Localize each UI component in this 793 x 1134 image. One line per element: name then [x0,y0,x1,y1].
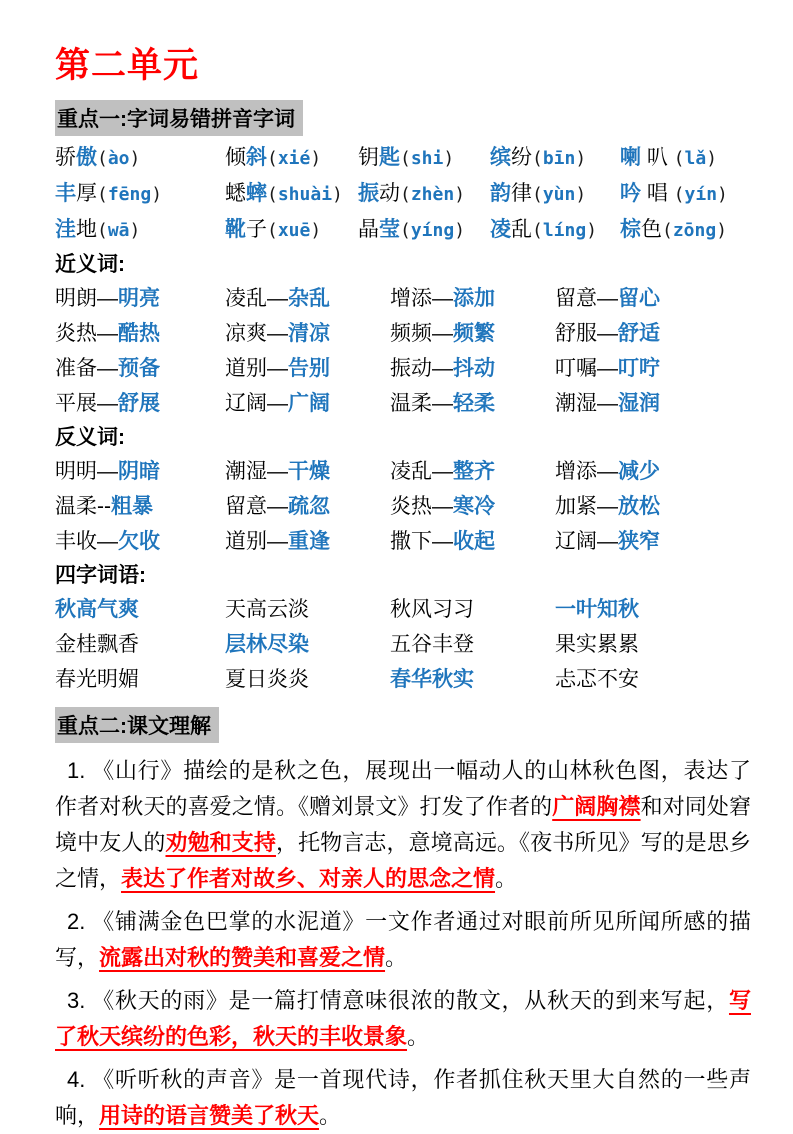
hanzi-char: 蟋 [225,182,246,205]
pinyin-text: lǎ [684,148,707,169]
word-pair [225,316,390,351]
pair-left: 凉爽 [225,322,267,345]
hanzi-char: 钥 [358,146,379,169]
paragraph-text: 。 [495,866,518,891]
pair-dash: — [267,495,288,518]
pair-right: 收起 [453,530,495,553]
pair-right: 预备 [118,357,160,380]
pair-dash: — [597,495,618,518]
pair-right: 添加 [453,287,495,310]
hanzi-char: 唱 [641,182,674,205]
pair-dash: — [432,322,453,345]
pair-right: 舒适 [618,322,660,345]
pair-dash: — [432,357,453,380]
pair-dash: — [267,460,288,483]
hanzi-char: 靴 [225,218,246,241]
pinyin-text: yíng [410,220,455,241]
comprehension-paragraphs [55,753,751,1134]
hanzi-char: ) [454,184,466,205]
pair-right: 疏忽 [288,495,330,518]
pinyin-text: yùn [542,184,576,205]
pair-left: 道别 [225,357,267,380]
pinyin-text: yín [684,184,718,205]
idiom: 秋风习习 [390,598,474,621]
pair-left: 炎热 [55,322,97,345]
hanzi-char: 吟 [620,182,641,205]
pair-right: 广阔 [288,392,330,415]
vocab-word [358,140,490,176]
highlighted-text: 劝勉和支持 [165,830,276,855]
pair-right: 叮咛 [618,357,660,380]
paragraph-text: 。 [385,945,408,970]
hanzi-char: ( [97,184,108,205]
hanzi-char: 莹 [379,218,400,241]
word-pair [225,489,390,524]
pair-right: 轻柔 [453,392,495,415]
highlighted-text: 广阔胸襟 [552,794,641,819]
hanzi-char: 晶 [358,218,379,241]
pair-dash: — [432,392,453,415]
hanzi-char: ) [332,184,343,205]
pair-right: 狭窄 [618,530,660,553]
pair-left: 增添 [390,287,432,310]
pair-dash: — [597,287,618,310]
idiom: 金桂飘香 [55,633,139,656]
pair-right: 寒冷 [453,495,495,518]
pair-right: 留心 [618,287,660,310]
pair-left: 道别 [225,530,267,553]
vocab-word [225,212,358,248]
pair-dash: — [267,322,288,345]
pair-right: 杂乱 [288,287,330,310]
pair-right: 放松 [618,495,660,518]
paragraph [55,983,751,1055]
pair-dash: — [97,287,118,310]
pinyin-text: bīn [542,148,576,169]
synonyms-row [55,281,751,316]
pinyin-text: ào [107,148,130,169]
word-pair [55,524,225,559]
pair-left: 频频 [390,322,432,345]
hanzi-char: ) [454,220,466,241]
highlighted-text: 用诗的语言赞美了秋天 [99,1103,320,1128]
vocab-word [358,212,490,248]
paragraph [55,904,751,976]
pair-right: 抖动 [453,357,495,380]
paragraph-text: 3. 《秋天的雨》是一篇打情意味很浓的散文，从秋天的到来写起， [67,988,729,1013]
idioms-row [55,627,751,662]
word-pair [55,316,225,351]
pinyin-vocab-table [55,140,751,248]
word-pair [390,524,555,559]
pair-dash: — [597,392,618,415]
idiom: 一叶知秋 [555,598,639,621]
section-header-comprehension: 重点二:课文理解 [55,707,219,743]
pinyin-text: fēng [107,184,152,205]
vocab-word [55,212,225,248]
pair-left: 丰收 [55,530,97,553]
pair-left: 准备 [55,357,97,380]
idiom: 夏日炎炎 [225,668,309,691]
word-pair [390,454,555,489]
page-title: 第二单元 [55,46,200,85]
hanzi-char: 倾 [225,146,246,169]
word-pair [55,454,225,489]
hanzi-char: 韵 [490,182,511,205]
synonyms-row [55,386,751,421]
pair-dash: — [97,530,118,553]
antonyms-label: 反义词: [55,426,125,449]
pair-dash: — [97,460,118,483]
vocab-word [490,140,620,176]
pair-left: 舒服 [555,322,597,345]
hanzi-char: 洼 [55,218,76,241]
idiom: 忐忑不安 [555,668,639,691]
pair-left: 温柔 [55,495,97,518]
pair-dash: — [432,495,453,518]
hanzi-char: 喇 [620,146,641,169]
pair-right: 减少 [618,460,660,483]
pair-right: 粗暴 [111,495,153,518]
idioms-table [55,592,751,697]
hanzi-char: ( [532,220,543,241]
hanzi-char: ( [97,220,108,241]
pair-dash: — [267,530,288,553]
word-pair [55,281,225,316]
hanzi-char: ( [532,184,543,205]
pair-dash: — [97,392,118,415]
paragraph [55,1062,751,1134]
pair-right: 整齐 [453,460,495,483]
word-pair [225,351,390,386]
word-pair [555,489,751,524]
idioms-row [55,592,751,627]
word-pair [225,281,390,316]
pair-dash: — [267,357,288,380]
pair-left: 振动 [390,357,432,380]
pair-right: 酷热 [118,322,160,345]
word-pair [55,351,225,386]
hanzi-char: ) [706,148,718,169]
paragraph-text: 2. 《铺满金色巴掌的水泥道》一文作者通过对眼前所见所闻所感的描写， [55,909,751,970]
antonyms-row [55,489,751,524]
pair-dash: — [432,287,453,310]
pair-right: 阴暗 [118,460,160,483]
antonyms-row [55,524,751,559]
idiom: 果实累累 [555,633,639,656]
pair-dash: — [267,287,288,310]
synonyms-table [55,281,751,421]
pair-left: 留意 [225,495,267,518]
hanzi-char: 色 [641,218,662,241]
hanzi-char: 叭 [641,146,674,169]
pair-left: 潮湿 [555,392,597,415]
pair-dash: — [597,322,618,345]
hanzi-char: ) [575,148,587,169]
hanzi-char: ) [310,220,322,241]
vocab-row [55,212,751,248]
hanzi-char: ) [575,184,587,205]
pair-right: 欠收 [118,530,160,553]
pair-dash: — [97,357,118,380]
paragraph-text: 4. 《听听秋的声音》是一首现代诗，作者抓住秋天里大自然的一些声响， [55,1067,751,1128]
vocab-word [490,176,620,212]
idioms-label: 四字词语: [55,564,146,587]
word-pair [390,351,555,386]
pair-left: 明明 [55,460,97,483]
hanzi-char: ) [586,220,598,241]
word-pair [555,316,751,351]
pair-left: 辽阔 [555,530,597,553]
pair-dash: — [597,530,618,553]
pair-left: 增添 [555,460,597,483]
pinyin-text: wā [107,220,130,241]
hanzi-char: ( [97,148,108,169]
hanzi-char: 傲 [76,146,97,169]
hanzi-char: 振 [358,182,379,205]
pair-dash: — [97,322,118,345]
pair-right: 告别 [288,357,330,380]
word-pair [55,386,225,421]
paragraph-text: 1. 《山行》描绘的是秋之色，展现出一幅动人的山林秋色图，表达了作者对秋天的喜爱之情。《赠刘景文》打发了作者的 [55,758,751,819]
pair-left: 潮湿 [225,460,267,483]
word-pair [555,351,751,386]
word-pair [555,386,751,421]
hanzi-char: ( [673,148,685,169]
pinyin-text: xié [277,148,311,169]
hanzi-char: ( [532,148,543,169]
paragraph-text: 。 [319,1103,342,1128]
pair-dash: — [432,460,453,483]
pair-left: 明朗 [55,287,97,310]
hanzi-char: 丰 [55,182,76,205]
antonyms-table [55,454,751,559]
hanzi-char: ( [267,148,278,169]
idiom: 春光明媚 [55,668,139,691]
pair-right: 重逢 [288,530,330,553]
pair-right: 明亮 [118,287,160,310]
word-pair [555,454,751,489]
pair-left: 叮嘱 [555,357,597,380]
hanzi-char: ( [400,148,411,169]
pair-dash: — [267,392,288,415]
pair-left: 平展 [55,392,97,415]
pair-dash: — [597,460,618,483]
antonyms-row [55,454,751,489]
hanzi-char: 缤 [490,146,511,169]
pair-left: 撒下 [390,530,432,553]
pair-right: 舒展 [118,392,160,415]
vocab-word [490,212,620,248]
hanzi-char: 斜 [246,146,267,169]
hanzi-char: 地 [76,218,97,241]
hanzi-char: ( [267,220,278,241]
highlighted-text: 表达了作者对故乡、对亲人的思念之情 [121,866,496,891]
hanzi-char: 子 [246,218,267,241]
pair-left: 炎热 [390,495,432,518]
hanzi-char: ( [662,220,673,241]
word-pair [225,454,390,489]
pair-right: 干燥 [288,460,330,483]
pair-dash: — [432,530,453,553]
hanzi-char: 匙 [379,146,400,169]
word-pair [55,489,225,524]
synonyms-label: 近义词: [55,253,125,276]
hanzi-char: ( [673,184,685,205]
idiom: 层林尽染 [225,633,309,656]
paragraph-text: 。 [407,1024,430,1049]
hanzi-char: ) [151,184,163,205]
vocab-word [620,212,751,248]
pinyin-text: xuē [277,220,311,241]
idiom: 春华秋实 [390,668,474,691]
hanzi-char: ) [443,148,455,169]
vocab-row [55,176,751,212]
word-pair [390,386,555,421]
hanzi-char: 蟀 [246,182,267,205]
section-header-pinyin: 重点一:字词易错拼音字词 [55,100,303,136]
pair-left: 凌乱 [225,287,267,310]
pair-left: 加紧 [555,495,597,518]
pair-dash: -- [97,495,111,518]
hanzi-char: 纷 [511,146,532,169]
pair-left: 辽阔 [225,392,267,415]
hanzi-char: ) [129,220,141,241]
word-pair [225,386,390,421]
idiom: 秋高气爽 [55,598,139,621]
synonyms-row [55,316,751,351]
word-pair [390,489,555,524]
highlighted-text: 流露出对秋的赞美和喜爱之情 [99,945,386,970]
vocab-word [225,176,358,212]
pinyin-text: shuài [277,184,333,205]
hanzi-char: ) [310,148,322,169]
pinyin-text: zhèn [410,184,455,205]
vocab-word [55,176,225,212]
hanzi-char: ( [267,184,278,205]
hanzi-char: 乱 [511,218,532,241]
hanzi-char: 棕 [620,218,641,241]
hanzi-char: ) [716,220,728,241]
hanzi-char: 厚 [76,182,97,205]
pinyin-text: shi [410,148,444,169]
idiom: 天高云淡 [225,598,309,621]
hanzi-char: ) [129,148,141,169]
idioms-row [55,662,751,697]
hanzi-char: 动 [379,182,400,205]
pinyin-text: zōng [672,220,717,241]
pair-left: 温柔 [390,392,432,415]
pair-left: 留意 [555,287,597,310]
hanzi-char: ( [400,220,411,241]
hanzi-char: ( [400,184,411,205]
word-pair [390,281,555,316]
paragraph-text: 和对同处窘境中友人的 [55,794,751,855]
pinyin-text: líng [542,220,587,241]
vocab-word [620,176,751,212]
vocab-word [620,140,751,176]
word-pair [555,281,751,316]
pair-dash: — [597,357,618,380]
word-pair [555,524,751,559]
pair-right: 清凉 [288,322,330,345]
pair-right: 频繁 [453,322,495,345]
idiom: 五谷丰登 [390,633,474,656]
word-pair [225,524,390,559]
hanzi-char: ) [717,184,728,205]
hanzi-char: 凌 [490,218,511,241]
vocab-word [358,176,490,212]
synonyms-row [55,351,751,386]
pair-left: 凌乱 [390,460,432,483]
vocab-row [55,140,751,176]
word-pair [390,316,555,351]
hanzi-char: 律 [511,182,532,205]
hanzi-char: 骄 [55,146,76,169]
vocab-word [225,140,358,176]
vocab-word [55,140,225,176]
paragraph [55,753,751,897]
highlighted-text: 写了秋天缤纷的色彩，秋天的丰收景象 [55,988,751,1049]
pair-right: 湿润 [618,392,660,415]
paragraph-text: ，托物言志，意境高远。《夜书所见》写的是思乡之情， [55,830,751,891]
